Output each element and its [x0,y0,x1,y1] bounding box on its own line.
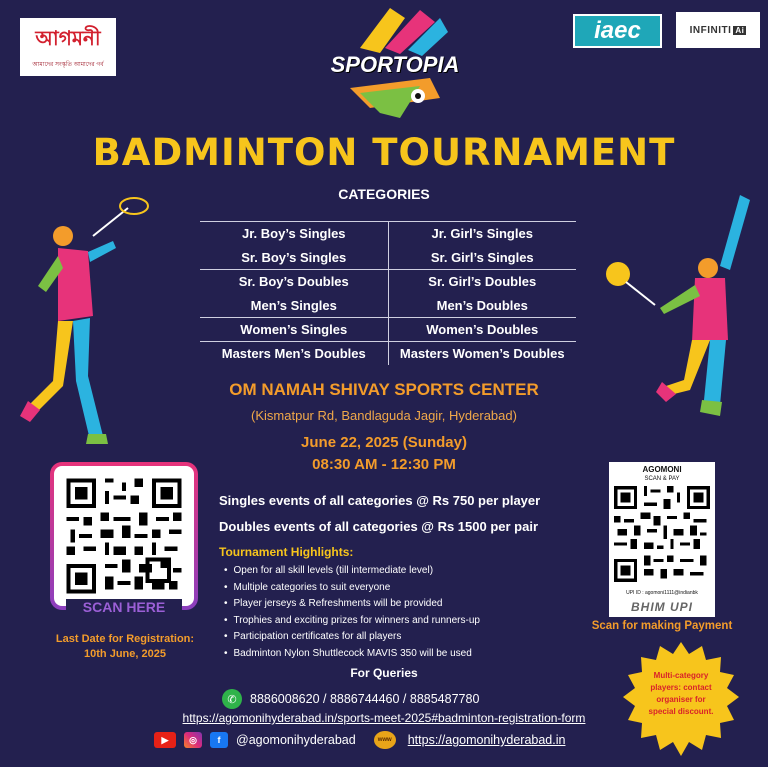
payment-qr-icon [614,486,710,582]
categories-table [200,221,576,365]
badge-text: Multi-category players: contact organiser for special discount. [648,671,714,716]
category-cell: Women’s Doubles [426,322,539,337]
bhim-upi-logo: BHIM UPI [631,600,693,614]
category-cell: Masters Women’s Doubles [399,346,565,361]
event-date: June 22, 2025 (Sunday) [301,434,467,451]
category-cell: Men’s Doubles [436,297,528,313]
list-item: • Trophies and exciting prizes for winners and runners-up [224,613,584,630]
category-row [200,245,576,269]
deadline-date: 10th June, 2025 [84,648,166,660]
payment-title: AGOMONI [642,465,682,474]
registration-link[interactable]: https://agomonihyderabad.in/sports-meet-2025#badminton-registration-form [182,711,586,725]
event-time: 08:30 AM - 12:30 PM [312,456,456,473]
social-handle[interactable]: @agomonihyderabad [236,733,356,747]
social-row [154,731,565,749]
agomoni-logo-text: আগমনী [35,26,101,50]
category-cell: Women’s Singles [200,318,389,341]
qr-code-icon [62,474,186,598]
agomoni-logo [20,18,116,76]
infiniti-ai-tag: Ai [735,25,745,35]
category-cell: Sr. Girl’s Singles [430,249,534,265]
payment-subtitle: SCAN & PAY [644,476,680,482]
list-item: • Player jerseys & Refreshments will be provided [224,596,584,613]
payment-qr-card[interactable] [609,462,715,617]
youtube-icon[interactable]: ▶ [154,732,176,748]
payment-caption: Scan for making Payment [591,620,733,632]
registration-qr-code[interactable] [50,462,198,610]
queries-heading: For Queries [350,666,418,680]
categories-heading: CATEGORIES [338,186,430,202]
highlights-list [224,563,584,662]
category-row [200,293,576,317]
list-item: • Multiple categories to suit everyone [224,580,584,597]
phone-numbers[interactable]: 8886008620 / 8886744460 / 8885487780 [250,692,480,706]
iaec-logo: iaec [573,14,662,48]
deadline-label: Last Date for Registration: [55,633,195,645]
scan-here-label: SCAN HERE [66,599,182,619]
registration-deadline [40,632,210,662]
infiniti-logo [676,12,760,48]
sportopia-logo [330,8,460,120]
upi-id: UPI ID : agomoni1111@indianbk [626,590,698,596]
category-cell: Jr. Boy’s Singles [200,222,389,245]
website-link[interactable]: https://agomonihyderabad.in [407,733,566,747]
facebook-icon[interactable]: f [210,732,228,748]
phone-row [222,689,479,709]
whatsapp-icon[interactable]: ✆ [222,689,242,709]
page-title: BADMINTON TOURNAMENT [92,131,676,174]
category-cell: Jr. Girl’s Singles [431,226,533,241]
category-cell: Masters Men’s Doubles [200,342,389,365]
sportopia-wordmark: SPORTOPIA [330,52,460,77]
category-row [200,341,576,365]
category-cell: Sr. Boy’s Singles [200,245,389,269]
category-cell: Sr. Boy’s Doubles [200,270,389,293]
infiniti-logo-text: INFINITI [689,24,732,36]
list-item: • Open for all skill levels (till intermediate level) [224,563,584,580]
doubles-fee: Doubles events of all categories @ Rs 1500 per pair [219,519,539,534]
category-row [200,317,576,341]
list-item: • Participation certificates for all players [224,629,584,646]
venue-name: OM NAMAH SHIVAY SPORTS CENTER [229,380,539,399]
website-icon: www [374,731,396,749]
instagram-icon[interactable]: ◎ [184,732,202,748]
category-cell: Men’s Singles [200,293,389,317]
category-row [200,221,576,245]
category-row [200,269,576,293]
venue-address: (Kismatpur Rd, Bandlaguda Jagir, Hyderabad) [251,408,517,423]
agomoni-logo-tagline: আমাদের সংস্কৃতি আমাদের গর্ব [32,62,104,68]
list-item: • Badminton Nylon Shuttlecock MAVIS 350 will be used [224,646,584,663]
category-cell: Sr. Girl’s Doubles [428,274,537,289]
singles-fee: Singles events of all categories @ Rs 750 per player [219,493,541,508]
discount-badge [622,640,740,758]
highlights-title: Tournament Highlights: [219,545,354,559]
